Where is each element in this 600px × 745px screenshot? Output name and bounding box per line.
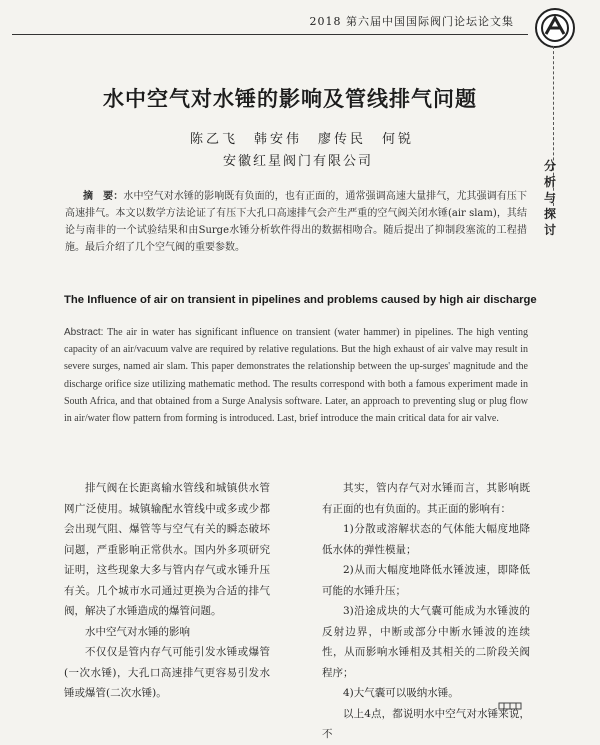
abstract-en	[64, 324, 528, 427]
paper-authors: 陈乙飞 韩安伟 廖传民 何锐	[190, 132, 415, 147]
body-paragraph: 其实，管内存气对水锤而言，其影响既有正面的也有负面的。其正面的影响有：	[322, 482, 530, 515]
body-paragraph: 不仅仅是管内存气可能引发水锤或爆管(一次水锤)，大孔口高速排气更容易引发水锤或爆管(二次水锤)。	[64, 646, 270, 699]
abstract-en-label: Abstract:	[64, 327, 104, 338]
list-item: 4)大气囊可以吸纳水锤。	[343, 687, 459, 699]
abstract-cn	[65, 188, 527, 256]
paper-title-en: The Influence of air on transient in pipelines and problems caused by high air discharge	[64, 294, 537, 306]
list-item: 3)沿途成块的大气囊可能成为水锤波的反射边界，中断或部分中断水锤波的连续性，从而影响水锤相及其相关的二阶段关阀程序；	[322, 605, 530, 679]
abstract-cn-label: 摘 要：	[83, 191, 124, 202]
conference-logo-icon	[535, 8, 575, 48]
list-item: 1)分散或溶解状态的气体能大幅度地降低水体的弹性模量；	[322, 523, 530, 556]
page-number-mark	[498, 701, 522, 711]
list-item: 2)从而大幅度地降低水锤波速，即降低可能的水锤升压；	[322, 564, 530, 597]
body-column-left	[64, 478, 270, 704]
section-heading: 水中空气对水锤的影响	[85, 625, 190, 638]
running-header: 2018 第六届中国国际阀门论坛论文集	[309, 15, 514, 28]
header-rule	[12, 34, 528, 35]
body-paragraph: 排气阀在长距离输水管线和城镇供水管网广泛使用。城镇输配水管线中或多或少都会出现气阻、爆管等与空气有关的瞬态破坏问题，严重影响正常供水。国内外多项研究证明，这些现象大多与管内存气或水锤升压有关。几个城市水司通过更换为合适的排气阀，解决了水锤造成的爆管问题。	[64, 482, 270, 617]
body-paragraph: 以上4点，都说明水中空气对水锤来说，不	[322, 707, 530, 740]
abstract-en-text: The air in water has significant influence on transient (water hammer) in pipelines. The high venting capacity of an air/vacuum valve are required by relative regulations. But the high exhaust of air valve may result in severe surges, named air slam. This paper demonstrates the relationship between the up-surges' magnitude and the discharge orifice size utilizing mathematic method. The results correspond with both a famous experiment made in South Africa, and that obtained from a Surge Analysis software. Later, an approach to preventing slug or plug flow in air/water flow pattern from forming is introduced. Last, brief introduce the main critical data for air valve.	[64, 327, 528, 425]
abstract-cn-text: 水中空气对水锤的影响既有负面的，也有正面的，通常强调高速大量排气，尤其强调有压下高速排气。本文以数学方法论证了有压下大孔口高速排气会产生严重的空气阀关闭水锤(air slam)，其结论与南非的一个试验结果和由Surge水锤分析软件得出的数据相吻合。随后提出了抑制段塞流的工程措施。最后介绍了几个空气阀的重要参数。	[65, 191, 528, 253]
paper-affiliation: 安徽红星阀门有限公司	[223, 154, 374, 169]
section-side-label: 分析与探讨	[543, 159, 556, 237]
paper-title: 水中空气对水锤的影响及管线排气问题	[103, 87, 477, 111]
